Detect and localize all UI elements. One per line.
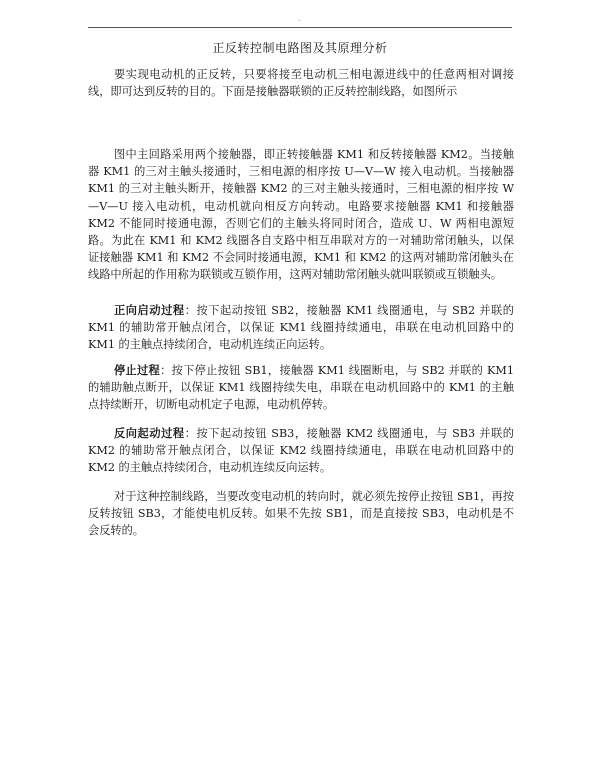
reverse-start-paragraph bbox=[88, 425, 514, 477]
main-circuit-paragraph: 图中主回路采用两个接触器，即正转接触器 KM1 和反转接触器 KM2。当接触器 KM1 的三对主触头接通时，三相电源的相序按 U—V—W 接入电动机。当接触器 KM1 的三对主触头断开，接触器 KM2 的三对主触头接通时，三相电源的相序按 W—V—U 接入电动机，电动机就向相反方向转动。电路要求接触器 KM1 和接触器 KM2 不能同时接通电源，否则它们的主触头将同时闭合，造成 U、W 两相电源短路。为此在 KM1 和 KM2 线圈各自支路中相互串联对方的一对辅助常闭触头，以保证接触器 KM1 和 KM2 不会同时接通电源，KM1 和 KM2 的这两对辅助常闭触头在线路中所起的作用称为联锁或互锁作用，这两对辅助常闭触头就叫联锁或互锁触头。 bbox=[88, 148, 514, 282]
stop-text: ：按下停止按钮 SB1，接触器 KM1 线圈断电，与 SB2 并联的 KM1 的辅助触点断开，以保证 KM1 线圈持续失电，串联在电动机回路中的 KM1 的主触点持续断开，切断电动机定子电源，电动机停转。 bbox=[88, 364, 514, 412]
forward-start-lead: 正向启动过程 bbox=[114, 303, 185, 317]
header-rule bbox=[88, 27, 512, 28]
forward-start-paragraph bbox=[88, 302, 514, 354]
forward-start-text: ：按下起动按钮 SB2，接触器 KM1 线圈通电，与 SB2 并联的 KM1 的辅助常开触点闭合，以保证 KM1 线圈持续通电，串联在电动机回路中的 KM1 的主触点持续闭合，电动机连续正向运转。 bbox=[88, 304, 514, 352]
stop-lead: 停止过程 bbox=[114, 363, 161, 377]
reverse-start-lead: 反向起动过程 bbox=[114, 426, 185, 440]
header-mark: . bbox=[298, 14, 301, 23]
document-title: 正反转控制电路图及其原理分析 bbox=[212, 41, 388, 55]
reverse-start-text: ：按下起动按钮 SB3，接触器 KM2 线圈通电，与 SB3 并联的 KM2 的辅助常开触点闭合，以保证 KM2 线圈持续通电，串联在电动机回路中的 KM2 的主触点持续闭合，电动机连续反向运转。 bbox=[88, 427, 514, 475]
conclusion-paragraph: 对于这种控制线路，当要改变电动机的转向时，就必须先按停止按钮 SB1，再按反转按钮 SB3，才能使电机反转。如果不先按 SB1，而是直接按 SB3，电动机是不会反转的。 bbox=[88, 490, 514, 538]
stop-paragraph bbox=[88, 362, 514, 414]
intro-paragraph: 要实现电动机的正反转，只要将接至电动机三相电源进线中的任意两相对调接线，即可达到反转的目的。下面是接触器联锁的正反转控制线路，如图所示 bbox=[88, 68, 514, 99]
